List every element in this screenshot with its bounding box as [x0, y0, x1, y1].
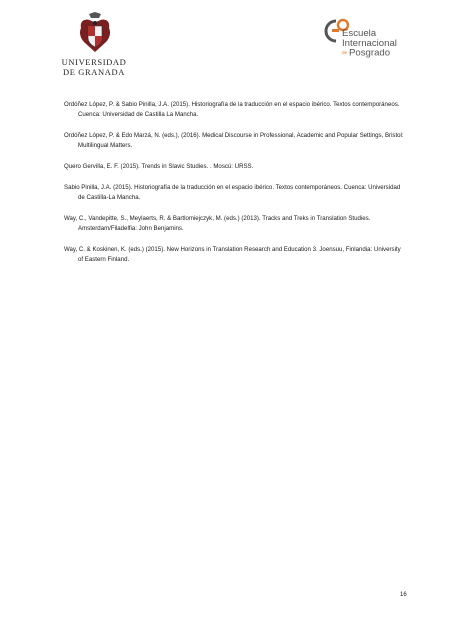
university-name-line1: UNIVERSIDAD [61, 57, 127, 67]
page-number: 16 [400, 592, 407, 598]
university-name-line2: DE GRANADA [63, 67, 125, 77]
school-name-line2: Internacional [342, 37, 397, 49]
school-name-line3-text: Posgrado [349, 47, 391, 59]
reference-entry: Quero Gervilla, E. F. (2015). Trends in Slavic Studies. . Moscú: URSS. [64, 163, 254, 170]
school-name-line1: Escuela [342, 28, 377, 39]
reference-entry: Way, C., Vandepitte, S., Meylaerts, R. & Bartlomiejczyk, M. (eds.) (2013). Tracks and Treks in Translation Studies. Amsterdam/Filadelfia: John Benjamins. [64, 215, 371, 232]
escuela-internacional-posgrado-logo [323, 17, 423, 69]
reference-list [64, 100, 406, 276]
school-name-prefix: de [342, 50, 348, 56]
reference-entry: Ordóñez López, P. & Sabio Pinilla, J.A. (2015). Historiografía de la traducción en el espacio ibérico. Textos contemporáneos. Cuenca: Universidad de Castilla La Mancha. [64, 101, 400, 118]
reference-entry: Sabio Pinilla, J.A. (2015). Historiografía de la traducción en el espacio ibérico. Textos contemporáneos. Cuenca: Universidad de Castilla-La Mancha. [64, 184, 401, 201]
reference-entry: Way, C. & Koskinen, K. (eds.) (2015). New Horizons in Translation Research and Education 3. Joensuu, Finlandia: University of Eastern Finland. [64, 246, 401, 263]
school-name-line3 [342, 48, 397, 58]
coat-of-arms-icon [78, 12, 112, 56]
university-of-granada-logo [58, 12, 130, 78]
reference-entry: Ordóñez López, P. & Edo Marzá, N. (eds.), (2016). Medical Discourse in Professional, Academic and Popular Settings, Bristol: Multilingual Matters. [64, 132, 404, 149]
school-name [342, 29, 397, 58]
